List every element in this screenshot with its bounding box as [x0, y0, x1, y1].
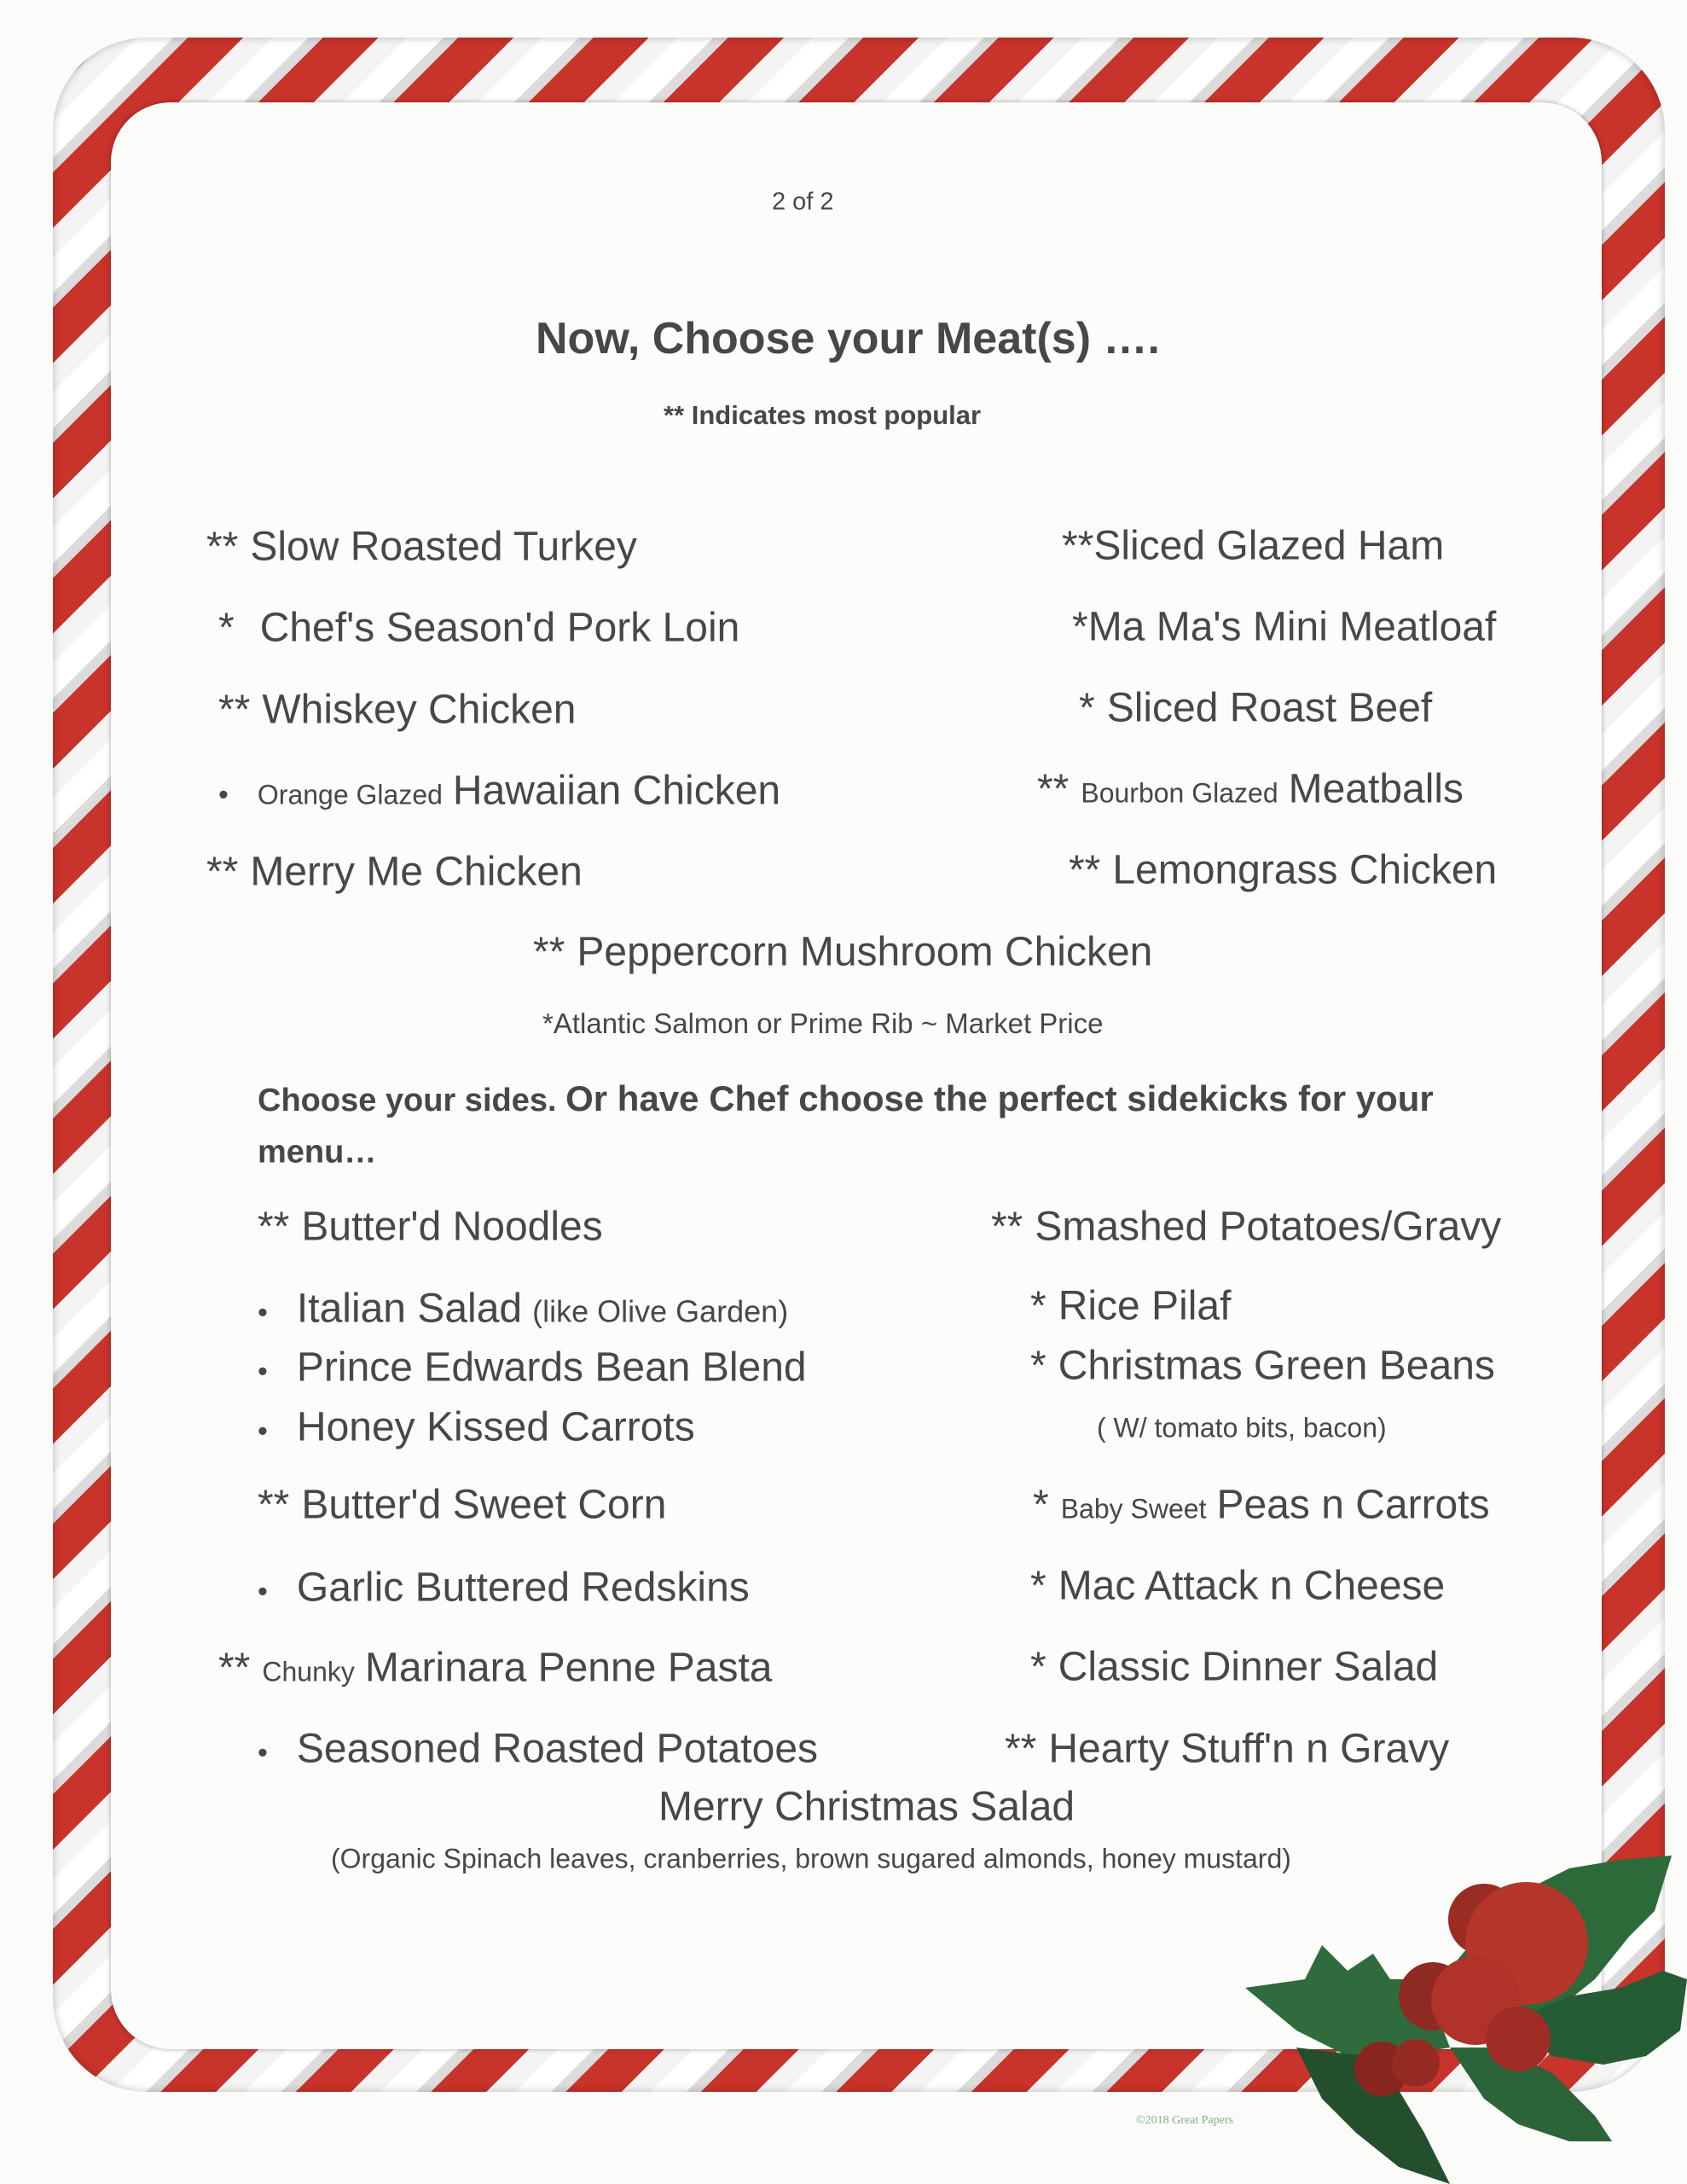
sides-intro-cont: menu… [258, 1134, 377, 1170]
meat-item: ** Merry Me Chicken [206, 849, 583, 895]
meat-item: *Ma Ma's Mini Meatloaf [1072, 604, 1497, 650]
side-item: ** Butter'd Sweet Corn [258, 1482, 667, 1528]
side-item: * Rice Pilaf [1030, 1283, 1232, 1329]
meat-item: **Sliced Glazed Ham [1062, 523, 1445, 569]
bullet-icon: • [218, 778, 229, 811]
bullet-icon: • [258, 1414, 268, 1448]
side-item: * Mac Attack n Cheese [1030, 1563, 1446, 1609]
holly-decoration-icon [1228, 1851, 1687, 2184]
side-item: * Christmas Green Beans [1030, 1343, 1495, 1389]
side-item: * Baby Sweet Peas n Carrots [1033, 1482, 1490, 1528]
side-item: * Classic Dinner Salad [1030, 1644, 1439, 1690]
side-item: • Italian Salad (like Olive Garden) [258, 1286, 789, 1332]
popular-legend: ** Indicates most popular [664, 400, 982, 430]
featured-salad-description: (Organic Spinach leaves, cranberries, brown sugared almonds, honey mustard) [331, 1843, 1291, 1874]
meat-item: ** Lemongrass Chicken [1069, 847, 1498, 893]
meat-item: * Chef's Season'd Pork Loin [218, 605, 740, 651]
side-item: ** Chunky Marinara Penne Pasta [218, 1645, 773, 1691]
side-item: ** Butter'd Noodles [258, 1204, 603, 1250]
featured-salad-name: Merry Christmas Salad [658, 1784, 1075, 1830]
bullet-icon: • [258, 1736, 268, 1769]
meat-item: ** Slow Roasted Turkey [206, 524, 637, 570]
side-item: • Seasoned Roasted Potatoes [258, 1726, 819, 1772]
side-item: ** Hearty Stuff'n n Gravy [1005, 1726, 1450, 1772]
market-price-note: *Atlantic Salmon or Prime Rib ~ Market Price [542, 1008, 1104, 1039]
meat-item-center: ** Peppercorn Mushroom Chicken [533, 929, 1153, 975]
side-item: • Prince Edwards Bean Blend [258, 1345, 807, 1391]
bullet-icon: • [258, 1296, 268, 1329]
page-title: Now, Choose your Meat(s) …. [536, 314, 1160, 363]
green-beans-note: ( W/ tomato bits, bacon) [1097, 1412, 1387, 1443]
meat-item: ** Bourbon Glazed Meatballs [1037, 766, 1464, 812]
bullet-icon: • [258, 1355, 268, 1388]
berry [1392, 2039, 1440, 2087]
meat-item: ** Whiskey Chicken [218, 687, 577, 733]
page-number: 2 of 2 [772, 188, 834, 216]
side-item: • Garlic Buttered Redskins [258, 1565, 750, 1611]
berry [1486, 2007, 1551, 2071]
side-item: • Honey Kissed Carrots [258, 1404, 695, 1450]
meat-item: • Orange Glazed Hawaiian Chicken [218, 768, 781, 814]
bullet-icon: • [258, 1575, 268, 1608]
copyright: ©2018 Great Papers [1136, 2114, 1234, 2127]
meat-item: * Sliced Roast Beef [1079, 685, 1433, 731]
side-item: ** Smashed Potatoes/Gravy [991, 1204, 1502, 1250]
sides-intro: Choose your sides. Or have Chef choose the perfect sidekicks for your [258, 1078, 1434, 1118]
